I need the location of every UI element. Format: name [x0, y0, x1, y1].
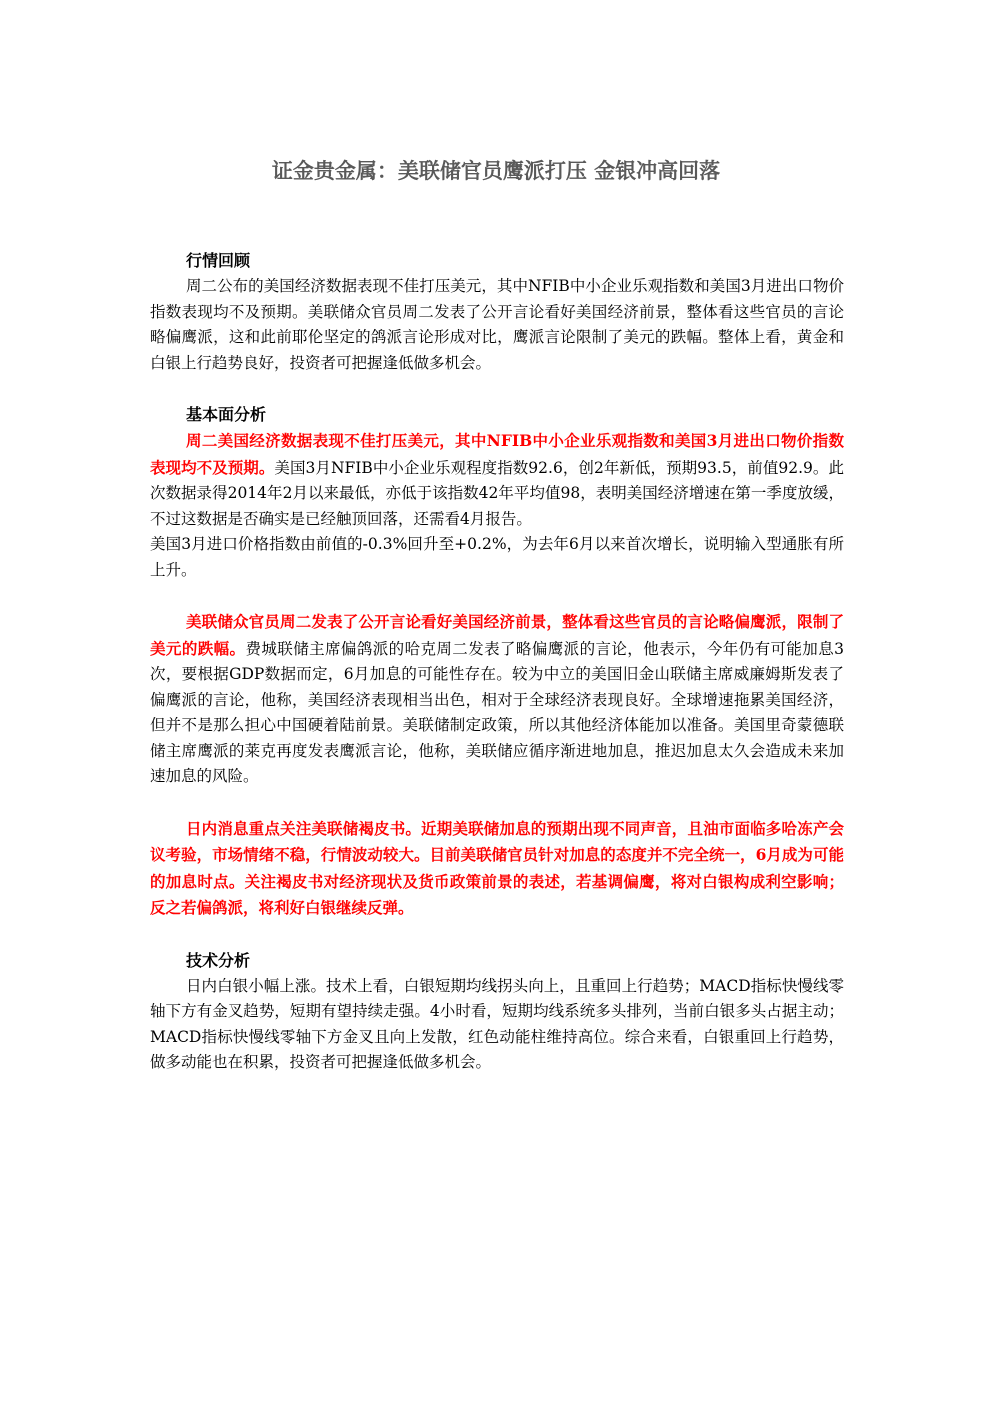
spacer: [150, 376, 844, 402]
paragraph-highlight: 周二美国经济数据表现不佳打压美元，其中NFIB中小企业乐观指数和美国3月进出口物价指数表现均不及预期。: [150, 431, 844, 477]
paragraph: [150, 532, 844, 583]
paragraph: [150, 274, 844, 376]
spacer: [150, 583, 844, 609]
section-market-review: [150, 248, 844, 376]
paragraph: [150, 974, 844, 1076]
paragraph-text: 美国3月进口价格指数由前值的-0.3%回升至+0.2%，为去年6月以来首次增长，说明输入型通胀有所上升。: [150, 535, 844, 579]
paragraph-text: 美国3月NFIB中小企业乐观程度指数92.6，创2年新低，预期93.5，前值92.9。此次数据录得2014年2月以来最低，亦低于该指数42年平均值98，表明美国经济增速在第一季度放缓，不过这数据是否确实是已经触顶回落，还需看4月报告。: [150, 458, 844, 528]
document-title: 证金贵金属：美联储官员鹰派打压 金银冲高回落: [271, 159, 721, 183]
spacer: [150, 790, 844, 816]
document-body: [150, 248, 844, 1076]
paragraph: [150, 816, 844, 922]
section-fundamental-analysis: [150, 402, 844, 922]
section-heading: 技术分析: [186, 950, 251, 970]
paragraph: [150, 428, 844, 532]
paragraph-text: 周二公布的美国经济数据表现不佳打压美元，其中NFIB中小企业乐观指数和美国3月进出口物价指数表现均不及预期。美联储众官员周二发表了公开言论看好美国经济前景，整体看这些官员的言论略偏鹰派，这和此前耶伦坚定的鸽派言论形成对比，鹰派言论限制了美元的跌幅。整体上看，黄金和白银上行趋势良好，投资者可把握逢低做多机会。: [150, 277, 844, 372]
paragraph-highlight: 日内消息重点关注美联储褐皮书。近期美联储加息的预期出现不同声音，且油市面临多哈冻产会议考验，市场情绪不稳，行情波动较大。目前美联储官员针对加息的态度并不完全统一，6月成为可能的加息时点。关注褐皮书对经济现状及货币政策前景的表述，若基调偏鹰，将对白银构成利空影响；反之若偏鸽派，将利好白银继续反弹。: [150, 818, 844, 917]
paragraph-highlight: 美联储众官员周二发表了公开言论看好美国经济前景，整体看这些官员的言论略偏鹰派，限制了美元的跌幅。: [150, 612, 844, 658]
section-technical-analysis: [150, 948, 844, 1076]
paragraph-text: 日内白银小幅上涨。技术上看，白银短期均线拐头向上，且重回上行趋势；MACD指标快慢线零轴下方有金叉趋势，短期有望持续走强。4小时看，短期均线系统多头排列，当前白银多头占据主动；MACD指标快慢线零轴下方金叉且向上发散，红色动能柱维持高位。综合来看，白银重回上行趋势，做多动能也在积累，投资者可把握逢低做多机会。: [150, 976, 844, 1071]
paragraph-text: 费城联储主席偏鸽派的哈克周二发表了略偏鹰派的言论，他表示，今年仍有可能加息3次，要根据GDP数据而定，6月加息的可能性存在。较为中立的美国旧金山联储主席威廉姆斯发表了偏鹰派的言论，他称，美国经济表现相当出色，相对于全球经济表现良好。全球增速拖累美国经济，但并不是那么担心中国硬着陆前景。美联储制定政策，所以其他经济体能加以准备。美国里奇蒙德联储主席鹰派的莱克再度发表鹰派言论，他称，美联储应循序渐进地加息，推迟加息太久会造成未来加速加息的风险。: [150, 639, 844, 785]
paragraph: [150, 609, 844, 790]
section-heading: 行情回顾: [186, 251, 251, 270]
section-heading: 基本面分析: [186, 405, 267, 424]
spacer: [150, 922, 844, 948]
